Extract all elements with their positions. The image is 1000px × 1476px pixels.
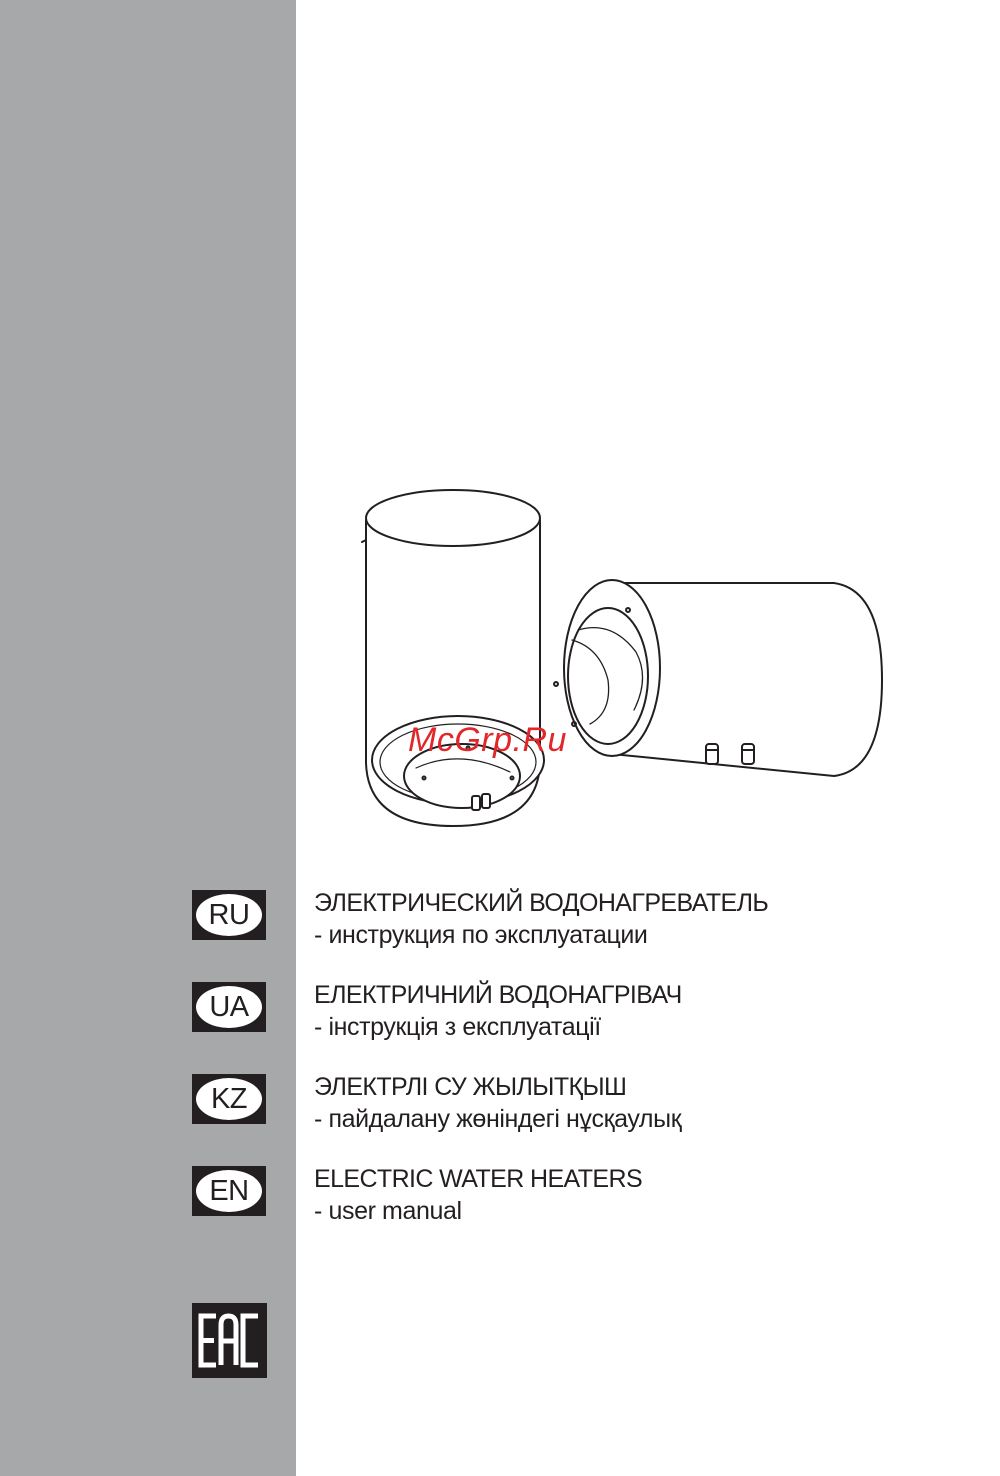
- language-title: ЭЛЕКТРЛІ СУ ЖЫЛЫТҚЫШ: [314, 1073, 627, 1101]
- language-section-en: [192, 1166, 892, 1236]
- language-title: ЕЛЕКТРИЧНИЙ ВОДОНАГРІВАЧ: [314, 981, 682, 1009]
- side-band: [0, 0, 296, 1476]
- language-code: RU: [196, 894, 262, 936]
- language-badge: [192, 1074, 266, 1124]
- water-heaters-illustration: [350, 480, 900, 830]
- language-subtitle: - інструкція з експлуатації: [314, 1013, 601, 1041]
- language-subtitle: - инструкция по эксплуатации: [314, 921, 648, 949]
- language-section-ua: [192, 982, 892, 1052]
- eac-certification-mark: [192, 1303, 267, 1378]
- vertical-water-heater: [362, 490, 544, 826]
- language-subtitle: - user manual: [314, 1197, 462, 1225]
- language-badge: [192, 982, 266, 1032]
- language-code: KZ: [196, 1078, 262, 1120]
- language-code: EN: [196, 1170, 262, 1212]
- language-title: ELECTRIC WATER HEATERS: [314, 1165, 643, 1193]
- language-subtitle: - пайдалану жөніндегі нұсқаулық: [314, 1105, 682, 1133]
- language-title: ЭЛЕКТРИЧЕСКИЙ ВОДОНАГРЕВАТЕЛЬ: [314, 889, 769, 917]
- language-badge: [192, 1166, 266, 1216]
- language-code: UA: [196, 986, 262, 1028]
- language-section-ru: [192, 890, 892, 960]
- language-section-kz: [192, 1074, 892, 1144]
- language-badge: [192, 890, 266, 940]
- watermark: McGrp.Ru: [408, 721, 567, 759]
